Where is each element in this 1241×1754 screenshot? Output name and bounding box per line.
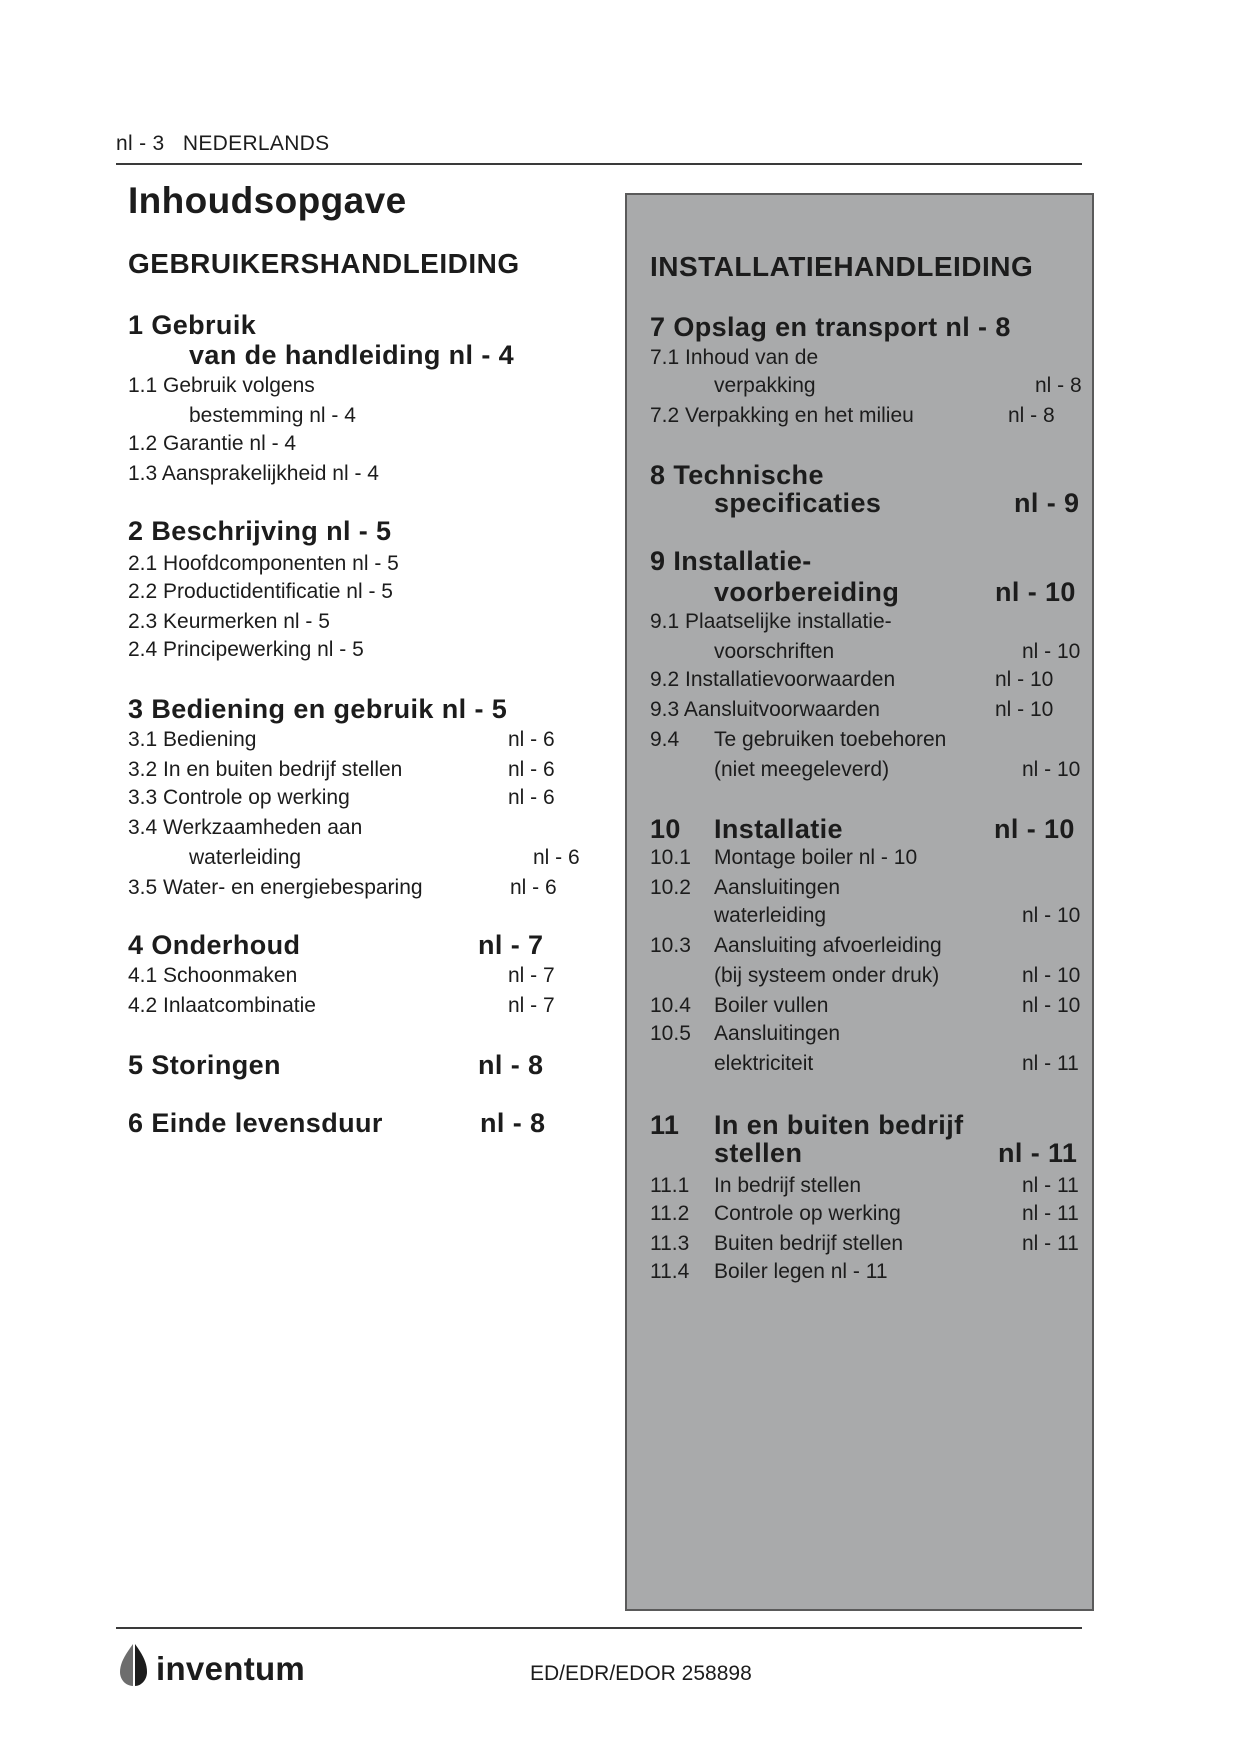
toc-item-10-2-num[interactable]: 10.2 <box>650 876 691 899</box>
brand-logo: inventum <box>156 1650 306 1687</box>
toc-item-9-1-cont[interactable]: voorschriften <box>714 640 835 663</box>
toc-item-9-4-page[interactable]: nl - 10 <box>1022 758 1081 781</box>
toc-item-10-4-num[interactable]: 10.4 <box>650 994 691 1017</box>
toc-item-2-1[interactable]: 2.1 Hoofdcomponenten nl - 5 <box>128 552 399 575</box>
toc-item-11-2-num[interactable]: 11.2 <box>650 1202 690 1225</box>
toc-item-10-5-cont[interactable]: elektriciteit <box>714 1052 814 1075</box>
toc-item-4-1[interactable]: 4.1 Schoonmaken <box>128 964 298 987</box>
toc-item-11-4[interactable]: Boiler legen nl - 11 <box>714 1260 888 1283</box>
toc-item-9-4-num[interactable]: 9.4 <box>650 728 680 751</box>
installation-manual-heading: INSTALLATIEHANDLEIDING <box>650 251 1034 282</box>
section-6-title[interactable]: 6 Einde levensduur <box>128 1108 383 1138</box>
section-10-title[interactable]: Installatie <box>714 814 843 844</box>
toc-item-7-2[interactable]: 7.2 Verpakking en het milieu <box>650 404 914 427</box>
toc-item-7-1-page[interactable]: nl - 8 <box>1035 374 1082 397</box>
toc-item-3-2-page[interactable]: nl - 6 <box>508 758 555 781</box>
section-1-title-cont[interactable]: van de handleiding nl - 4 <box>189 340 515 370</box>
section-5-page[interactable]: nl - 8 <box>478 1050 544 1080</box>
page-header <box>116 132 329 156</box>
toc-item-3-3-page[interactable]: nl - 6 <box>508 786 555 809</box>
toc-item-11-1-num[interactable]: 11.1 <box>650 1174 690 1197</box>
section-11-title[interactable]: In en buiten bedrijf <box>714 1110 964 1140</box>
toc-item-10-3-page[interactable]: nl - 10 <box>1022 964 1081 987</box>
section-7-title[interactable]: 7 Opslag en transport nl - 8 <box>650 312 1011 342</box>
section-4-title[interactable]: 4 Onderhoud <box>128 930 301 960</box>
toc-item-3-5-page[interactable]: nl - 6 <box>510 876 557 899</box>
toc-item-4-1-page[interactable]: nl - 7 <box>508 964 555 987</box>
toc-item-9-4[interactable]: Te gebruiken toebehoren <box>714 728 947 751</box>
toc-item-9-1[interactable]: 9.1 Plaatselijke installatie- <box>650 610 892 633</box>
page-ref: nl - 3 <box>116 132 165 155</box>
toc-item-4-2-page[interactable]: nl - 7 <box>508 994 555 1017</box>
toc-item-3-5[interactable]: 3.5 Water- en energiebesparing <box>128 876 423 899</box>
toc-item-2-4[interactable]: 2.4 Principewerking nl - 5 <box>128 638 364 661</box>
toc-item-10-5-page[interactable]: nl - 11 <box>1022 1052 1079 1075</box>
section-11-page[interactable]: nl - 11 <box>998 1138 1078 1168</box>
section-10-num[interactable]: 10 <box>650 814 681 844</box>
section-1-title[interactable]: 1 Gebruik <box>128 310 257 340</box>
toc-item-9-1-page[interactable]: nl - 10 <box>1022 640 1081 663</box>
toc-item-3-4-page[interactable]: nl - 6 <box>533 846 580 869</box>
section-9-title-cont[interactable]: voorbereiding <box>714 577 900 607</box>
toc-item-10-2[interactable]: Aansluitingen <box>714 876 841 899</box>
toc-item-10-3-num[interactable]: 10.3 <box>650 934 691 957</box>
toc-item-3-4[interactable]: 3.4 Werkzaamheden aan <box>128 816 363 839</box>
toc-item-1-1-cont[interactable]: bestemming nl - 4 <box>189 404 356 427</box>
toc-item-4-2[interactable]: 4.2 Inlaatcombinatie <box>128 994 316 1017</box>
section-3-title[interactable]: 3 Bediening en gebruik nl - 5 <box>128 694 508 724</box>
toc-item-10-1-num[interactable]: 10.1 <box>650 846 691 869</box>
inventum-logo-icon <box>116 1643 150 1687</box>
toc-item-11-2[interactable]: Controle op werking <box>714 1202 901 1225</box>
section-8-title[interactable]: 8 Technische <box>650 460 824 490</box>
toc-item-3-3[interactable]: 3.3 Controle op werking <box>128 786 350 809</box>
toc-item-9-3[interactable]: 9.3 Aansluitvoorwaarden <box>650 698 880 721</box>
toc-item-10-2-cont[interactable]: waterleiding <box>714 904 827 927</box>
toc-item-10-4[interactable]: Boiler vullen <box>714 994 829 1017</box>
section-8-title-cont[interactable]: specificaties <box>714 488 882 518</box>
toc-item-10-3-cont[interactable]: (bij systeem onder druk) <box>714 964 940 987</box>
toc-item-7-2-page[interactable]: nl - 8 <box>1008 404 1055 427</box>
section-11-num[interactable]: 11 <box>650 1110 680 1140</box>
toc-item-10-1[interactable]: Montage boiler nl - 10 <box>714 846 918 869</box>
toc-item-11-3[interactable]: Buiten bedrijf stellen <box>714 1232 904 1255</box>
section-9-title[interactable]: 9 Installatie- <box>650 546 812 576</box>
toc-item-7-1[interactable]: 7.1 Inhoud van de <box>650 346 819 369</box>
toc-item-9-4-cont[interactable]: (niet meegeleverd) <box>714 758 890 781</box>
section-8-page[interactable]: nl - 9 <box>1014 488 1080 518</box>
toc-item-10-2-page[interactable]: nl - 10 <box>1022 904 1081 927</box>
toc-item-11-3-page[interactable]: nl - 11 <box>1022 1232 1079 1255</box>
toc-item-2-3[interactable]: 2.3 Keurmerken nl - 5 <box>128 610 330 633</box>
toc-item-11-2-page[interactable]: nl - 11 <box>1022 1202 1079 1225</box>
toc-item-11-4-num[interactable]: 11.4 <box>650 1260 690 1283</box>
toc-item-10-3[interactable]: Aansluiting afvoerleiding <box>714 934 942 957</box>
toc-item-11-1-page[interactable]: nl - 11 <box>1022 1174 1079 1197</box>
toc-item-10-4-page[interactable]: nl - 10 <box>1022 994 1081 1017</box>
page-title: Inhoudsopgave <box>128 180 407 221</box>
toc-item-11-3-num[interactable]: 11.3 <box>650 1232 690 1255</box>
toc-item-3-1[interactable]: 3.1 Bediening <box>128 728 257 751</box>
toc-item-3-2[interactable]: 3.2 In en buiten bedrijf stellen <box>128 758 403 781</box>
section-2-title[interactable]: 2 Beschrijving nl - 5 <box>128 516 392 546</box>
language-label: NEDERLANDS <box>182 132 330 155</box>
toc-item-9-3-page[interactable]: nl - 10 <box>995 698 1054 721</box>
toc-item-9-2-page[interactable]: nl - 10 <box>995 668 1054 691</box>
footer-rule <box>116 1627 1082 1629</box>
toc-item-3-4-cont[interactable]: waterleiding <box>189 846 302 869</box>
toc-item-1-1[interactable]: 1.1 Gebruik volgens <box>128 374 315 397</box>
toc-item-10-5[interactable]: Aansluitingen <box>714 1022 841 1045</box>
toc-item-10-5-num[interactable]: 10.5 <box>650 1022 691 1045</box>
section-6-page[interactable]: nl - 8 <box>480 1108 546 1138</box>
toc-item-11-1[interactable]: In bedrijf stellen <box>714 1174 862 1197</box>
section-11-title-cont[interactable]: stellen <box>714 1138 803 1168</box>
toc-item-3-1-page[interactable]: nl - 6 <box>508 728 555 751</box>
section-10-page[interactable]: nl - 10 <box>994 814 1075 844</box>
header-rule <box>116 163 1082 165</box>
toc-item-1-2[interactable]: 1.2 Garantie nl - 4 <box>128 432 297 455</box>
section-5-title[interactable]: 5 Storingen <box>128 1050 281 1080</box>
toc-item-1-3[interactable]: 1.3 Aansprakelijkheid nl - 4 <box>128 462 379 485</box>
toc-item-7-1-cont[interactable]: verpakking <box>714 374 816 397</box>
user-manual-heading: GEBRUIKERSHANDLEIDING <box>128 248 520 279</box>
section-9-page[interactable]: nl - 10 <box>995 577 1076 607</box>
section-4-page[interactable]: nl - 7 <box>478 930 544 960</box>
toc-item-9-2[interactable]: 9.2 Installatievoorwaarden <box>650 668 896 691</box>
toc-item-2-2[interactable]: 2.2 Productidentificatie nl - 5 <box>128 580 393 603</box>
document-code: ED/EDR/EDOR 258898 <box>530 1662 752 1685</box>
